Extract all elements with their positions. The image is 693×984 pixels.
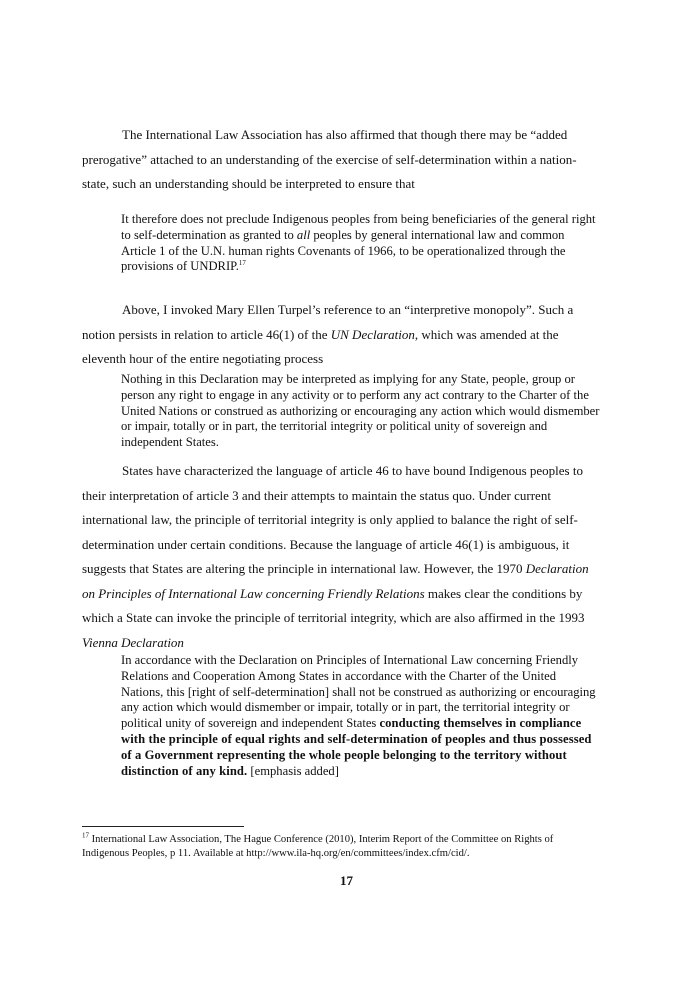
quote-text: In accordance with the Declaration on Principles of International Law concerning Friendly Relations and Cooperation Among States in accordance with the Charter of the United Nations, this [right of self-determination] shall not be construed as authorizing or encouraging any action which would dismember or impair, totally or in part, the territorial integrity or political unity of sovereign and independent States xyxy=(121,653,596,731)
footnote-number: 17 xyxy=(82,831,89,840)
title-vienna-declaration: Vienna Declaration xyxy=(82,634,184,650)
paragraph-text: The International Law Association has also affirmed that though there may be “added prerogative” attached to an understanding of the exercise of self-determination within a nation-state, such an understanding should be interpreted to ensure that xyxy=(82,127,577,191)
paragraph-interpretive-monopoly xyxy=(82,298,602,372)
block-quote-article-46 xyxy=(121,372,601,451)
footnote-separator xyxy=(82,826,244,827)
footnote-17 xyxy=(82,833,602,861)
quote-text: Nothing in this Declaration may be interpreted as implying for any State, people, group or person any right to engage in any activity or to perform any act contrary to the Charter of the United Nations or construed as authorizing or encouraging any action which would dismember or impair, totally or in part, the territorial integrity or political unity of sovereign and independent States. xyxy=(121,372,600,450)
footnote-text: International Law Association, The Hague Conference (2010), Interim Report of the Committee on Rights of Indigenous Peoples, p 11. Available at http://www.ila-hq.org/en/committees/index.cfm/cid/. xyxy=(82,834,554,859)
paragraph-ila-affirmation xyxy=(82,123,602,197)
paragraph-text: Above, I invoked Mary Ellen Turpel’s reference to an “interpretive monopoly”. Such a notion persists in relation to article 46(1) of the xyxy=(82,302,574,342)
title-un-declaration: UN Declaration xyxy=(330,326,415,342)
footnote-reference: 17 xyxy=(238,259,246,268)
emphasis-all: all xyxy=(296,227,311,242)
quote-text: It therefore does not preclude Indigenous peoples from being beneficiaries of the general right to self-determination as granted to xyxy=(121,212,596,242)
paragraph-text-continued: makes clear the conditions by which a State can invoke the principle of territorial integrity, which are also affirmed in the 1993 xyxy=(82,585,585,625)
emphasized-text: conducting themselves in compliance with the principle of equal rights and self-determination of peoples and thus possessed of a Government representing the whole people belonging to the territory without distinction of any kind. xyxy=(121,716,592,778)
block-quote-ila xyxy=(121,212,601,275)
title-friendly-relations-declaration: Declaration on Principles of International Law concerning Friendly Relations xyxy=(82,561,589,601)
paragraph-text: States have characterized the language of article 46 to have bound Indigenous peoples to their interpretation of article 3 and their attempts to maintain the status quo. Under current international law, the principle of territorial integrity is only applied to balance the right of self-determination under certain conditions. Because the language of article 46(1) is ambiguous, it suggests that States are altering the principle in international law. However, the 1970 xyxy=(82,463,583,576)
paragraph-article-46-analysis xyxy=(82,459,602,655)
block-quote-vienna xyxy=(121,653,601,779)
paragraph-text-continued: , which was amended at the eleventh hour of the entire negotiating process xyxy=(82,326,559,366)
quote-text-continued: peoples by general international law and common Article 1 of the U.N. human rights Covenants of 1966, to be operationalized through the provisions of UNDRIP. xyxy=(121,227,566,274)
page-number: 17 xyxy=(340,873,353,888)
emphasis-note: [emphasis added] xyxy=(247,763,339,778)
